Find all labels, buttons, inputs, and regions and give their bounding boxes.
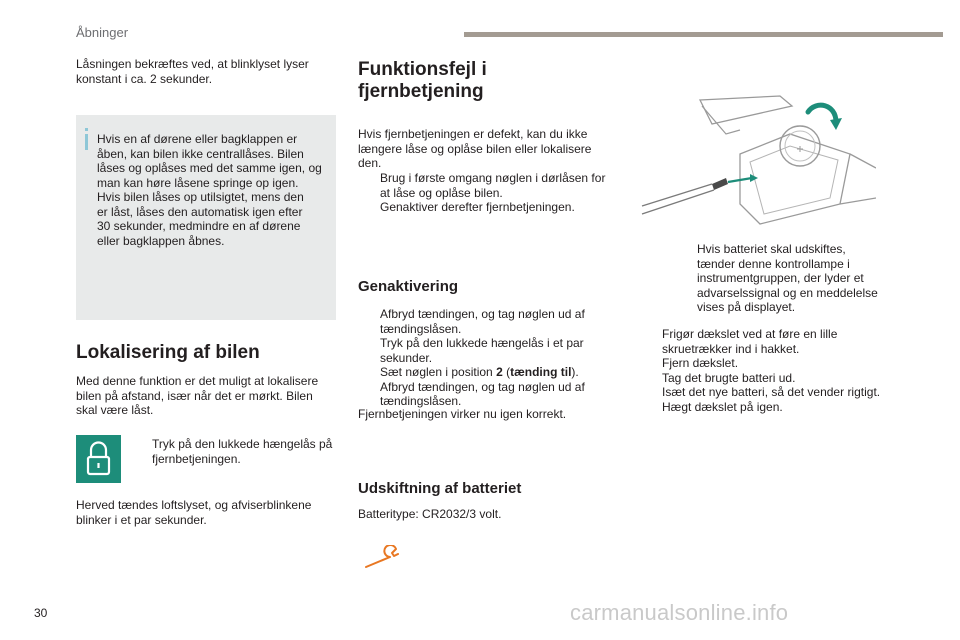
fault-text: Hvis fjernbetjeningen er defekt, kan du ikke længere låse og oplåse bilen eller lokalisere den. [358,127,592,170]
list-item: Hægt dækslet på igen. [662,399,783,414]
list-item: Afbryd tændingen, og tag nøglen ud af tændingslåsen. [380,307,585,336]
reactivation-result: Fjernbetjeningen virker nu igen korrekt. [358,407,567,421]
wrench-icon [364,545,404,571]
fault-bullets [358,171,616,215]
note-line: åben, kan bilen ikke centrallåses. Bilen [97,146,304,161]
list-item: Genaktiver derefter fjernbetjeningen. [380,200,575,214]
page-number: 30 [34,606,48,620]
list-item: Fjern dækslet. [662,356,739,370]
list-item: Sæt nøglen i position 2 (tænding til). [380,365,579,379]
watermark: carmanualsonline.info [570,600,789,625]
note-line: låses og oplåses med det samme igen, og [97,161,322,175]
list-item: Afbryd tændingen, og tag nøglen ud af tændingslåsen. [380,379,585,408]
note-line: 30 sekunder, medmindre en af dørene [97,219,301,233]
lock-instruction-list [130,437,340,466]
locate-text: Med denne funktion er det muligt at lokalisere bilen på afstand, især når det er mørkt. Bilen skal være låst. [76,374,319,417]
padlock-closed-icon [76,435,121,483]
list-item: Isæt det nye batteri, så det vender rigtigt. [662,385,881,399]
info-icon [85,128,88,131]
info-note-text [97,132,333,248]
note-line: Hvis en af dørene eller bagklappen er [97,132,298,146]
lock-instruction: Tryk på den lukkede hængelås på fjernbetjeningen. [152,437,333,466]
locate-result-text: Herved tændes loftslyset, og afviserblinkene blinker i et par sekunder. [76,498,312,527]
key-battery-illustration [640,94,876,236]
note-line: man kan høre låsene springe op igen. [97,175,299,190]
battery-warning-text: Hvis batteriet skal udskiftes, tænder denne kontrollampe i instrumentgruppen, der lyder et advarselssignal og en meddelelse vises på displayet. [697,242,878,314]
list-item: Frigør dækslet ved at føre en lille skruetrækker ind i hakket. [662,327,838,356]
section-title: Åbninger [76,25,129,40]
reactivation-steps [358,307,616,409]
locate-heading: Lokalisering af bilen [76,342,260,363]
note-line: Hvis bilen låses op utilsigtet, mens den [97,190,304,204]
info-icon-stem [85,134,88,150]
battery-replacement-steps [640,327,890,414]
list-item: Brug i første omgang nøglen i dørlåsen for at låse og oplåse bilen. [380,171,606,200]
note-line: er låst, låses den automatisk igen efter [97,204,303,219]
note-line: eller bagklappen åbnes. [97,233,225,248]
fault-heading: Funktionsfejl i fjernbetjening [358,59,487,102]
intro-text: Låsningen bekræftes ved, at blinklyset lyser konstant i ca. 2 sekunder. [76,57,309,86]
list-item: Tag det brugte batteri ud. [662,370,796,385]
reactivation-heading: Genaktivering [358,278,459,295]
battery-type: Batteritype: CR2032/3 volt. [358,507,502,521]
battery-heading: Udskiftning af batteriet [358,480,522,497]
header-rule [464,32,943,37]
list-item: Tryk på den lukkede hængelås i et par sekunder. [380,336,584,365]
